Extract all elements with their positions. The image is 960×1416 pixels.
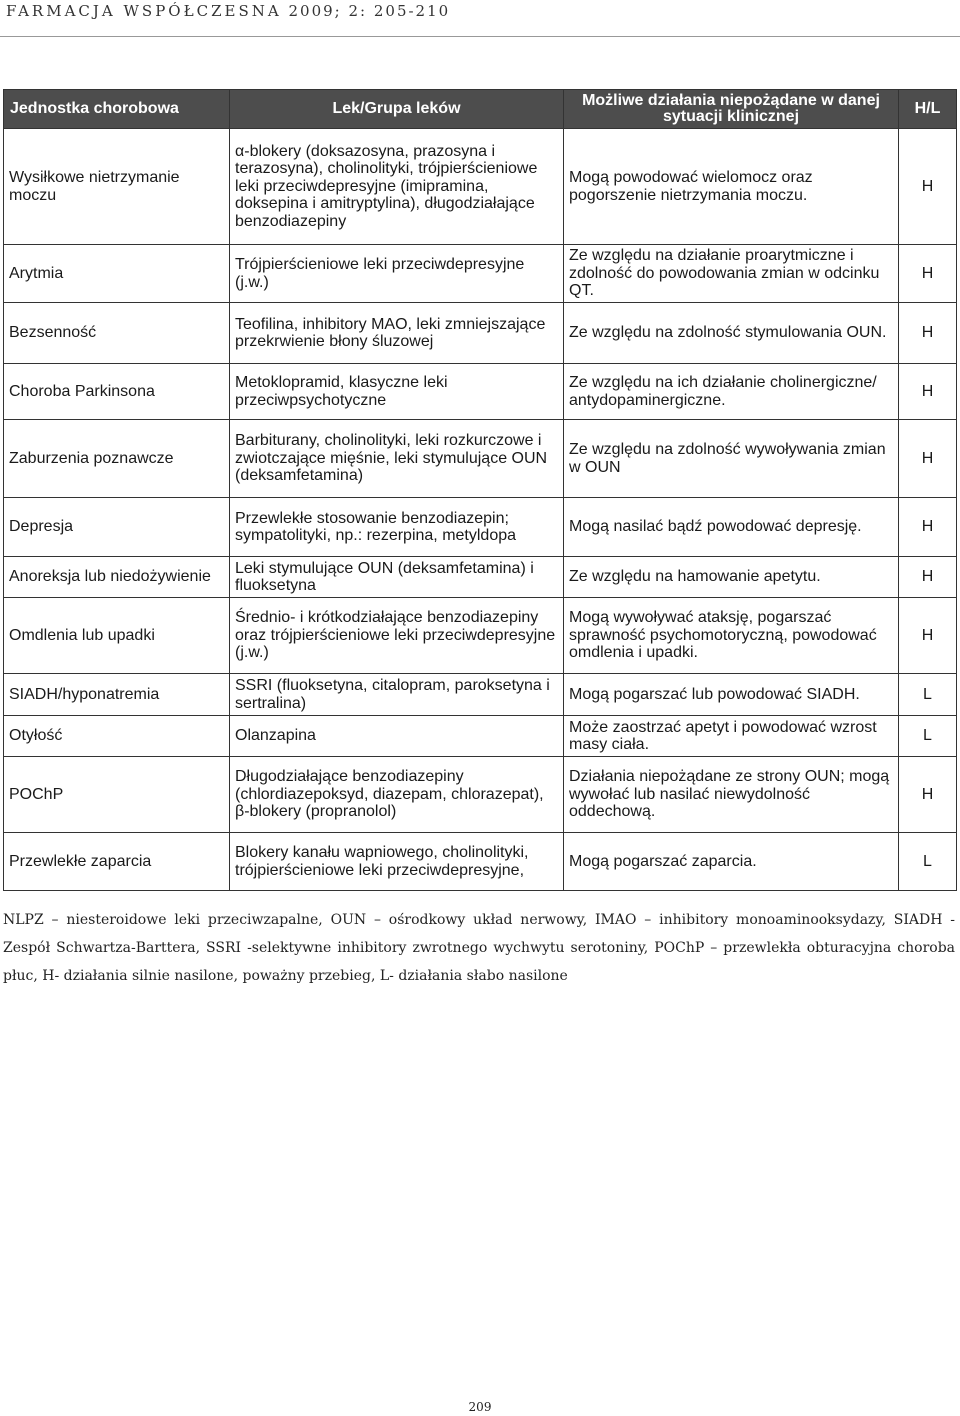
- column-header-drug: Lek/Grupa leków: [230, 90, 564, 129]
- cell-drug: Olanzapina: [230, 716, 564, 757]
- cell-effect: Ze względu na zdolność stymulowania OUN.: [564, 303, 899, 364]
- page-number: 209: [468, 1400, 492, 1414]
- cell-hl: H: [899, 245, 957, 303]
- cell-drug: Leki stymulujące OUN (deksamfetamina) i fluoksetyna: [230, 557, 564, 598]
- table-footnote: NLPZ – niesteroidowe leki przeciwzapalne, OUN – ośrodkowy układ nerwowy, IMAO – inhibitory monoaminooksydazy, SIADH - Zespół Schwartza-Barttera, SSRI -selektywne inhibitory zwrotnego wychwytu serotoniny, POChP – przewlekła obturacyjna choroba płuc, H- działania silnie nasilone, poważny przebieg, L- działania słabo nasilone: [3, 912, 955, 984]
- cell-effect: Mogą pogarszać lub powodować SIADH.: [564, 674, 899, 716]
- cell-effect: Mogą pogarszać zaparcia.: [564, 833, 899, 891]
- cell-effect: Mogą nasilać bądź powodować depresję.: [564, 498, 899, 557]
- running-header: [6, 2, 450, 20]
- column-header-disease: Jednostka chorobowa: [4, 90, 230, 129]
- column-header-hl: H/L: [899, 90, 957, 129]
- column-header-effect: Możliwe działania niepożądane w danej sytuacji klinicznej: [564, 90, 899, 129]
- cell-disease: Bezsenność: [4, 303, 230, 364]
- table-row: [4, 364, 957, 420]
- cell-hl: L: [899, 716, 957, 757]
- cell-hl: H: [899, 303, 957, 364]
- cell-hl: L: [899, 674, 957, 716]
- cell-disease: Omdlenia lub upadki: [4, 598, 230, 674]
- cell-drug: Średnio- i krótkodziałające benzodiazepiny oraz trójpierścieniowe leki przeciwdepresyjne (j.w.): [230, 598, 564, 674]
- table-row: [4, 598, 957, 674]
- cell-disease: POChP: [4, 757, 230, 833]
- cell-drug: Blokery kanału wapniowego, cholinolityki, trójpierścieniowe leki przeciwdepresyjne,: [230, 833, 564, 891]
- cell-disease: Wysiłkowe nietrzymanie moczu: [4, 129, 230, 245]
- cell-disease: Choroba Parkinsona: [4, 364, 230, 420]
- table-row: [4, 245, 957, 303]
- cell-drug: Barbiturany, cholinolityki, leki rozkurczowe i zwiotczające mięśnie, leki stymulujące OUN (deksamfetamina): [230, 420, 564, 498]
- cell-drug: α-blokery (doksazosyna, prazosyna i terazosyna), cholinolityki, trójpierścieniowe leki przeciwdepresyjne (imipramina, doksepina i amitryptylina), długodziałające benzodiazepiny: [230, 129, 564, 245]
- table-header-row: [4, 90, 957, 129]
- cell-effect: Może zaostrzać apetyt i powodować wzrost masy ciała.: [564, 716, 899, 757]
- adverse-effects-table: [3, 89, 957, 891]
- cell-disease: SIADH/hyponatremia: [4, 674, 230, 716]
- cell-effect: Mogą powodować wielomocz oraz pogorszenie nietrzymania moczu.: [564, 129, 899, 245]
- cell-hl: H: [899, 598, 957, 674]
- cell-hl: H: [899, 420, 957, 498]
- cell-effect: Ze względu na ich działanie cholinergiczne/ antydopaminergiczne.: [564, 364, 899, 420]
- cell-effect: Ze względu na hamowanie apetytu.: [564, 557, 899, 598]
- cell-drug: Długodziałające benzodiazepiny (chlordiazepoksyd, diazepam, chlorazepat), β-blokery (propranolol): [230, 757, 564, 833]
- table-row: [4, 757, 957, 833]
- cell-disease: Anoreksja lub niedożywienie: [4, 557, 230, 598]
- cell-effect: Ze względu na działanie proarytmiczne i zdolność do powodowania zmian w odcinku QT.: [564, 245, 899, 303]
- cell-disease: Zaburzenia poznawcze: [4, 420, 230, 498]
- cell-disease: Arytmia: [4, 245, 230, 303]
- cell-effect: Ze względu na zdolność wywoływania zmian w OUN: [564, 420, 899, 498]
- cell-hl: H: [899, 129, 957, 245]
- table-row: [4, 674, 957, 716]
- cell-hl: H: [899, 364, 957, 420]
- cell-hl: L: [899, 833, 957, 891]
- journal-title: FARMACJA WSPÓŁCZESNA: [6, 2, 282, 20]
- cell-drug: Teofilina, inhibitory MAO, leki zmniejszające przekrwienie błony śluzowej: [230, 303, 564, 364]
- cell-drug: Trójpierścieniowe leki przeciwdepresyjne (j.w.): [230, 245, 564, 303]
- table-row: [4, 498, 957, 557]
- journal-citation: 2009; 2: 205-210: [288, 2, 451, 20]
- cell-disease: Przewlekłe zaparcia: [4, 833, 230, 891]
- header-divider: [0, 36, 960, 37]
- table-row: [4, 833, 957, 891]
- cell-hl: H: [899, 757, 957, 833]
- table-row: [4, 303, 957, 364]
- table-row: [4, 557, 957, 598]
- cell-drug: Metoklopramid, klasyczne leki przeciwpsychotyczne: [230, 364, 564, 420]
- cell-hl: H: [899, 498, 957, 557]
- table-row: [4, 129, 957, 245]
- cell-drug: SSRI (fluoksetyna, citalopram, paroksetyna i sertralina): [230, 674, 564, 716]
- cell-disease: Otyłość: [4, 716, 230, 757]
- cell-hl: H: [899, 557, 957, 598]
- cell-effect: Mogą wywoływać ataksję, pogarszać sprawność psychomotoryczną, powodować omdlenia i upadki.: [564, 598, 899, 674]
- cell-disease: Depresja: [4, 498, 230, 557]
- table-row: [4, 716, 957, 757]
- table-row: [4, 420, 957, 498]
- cell-effect: Działania niepożądane ze strony OUN; mogą wywołać lub nasilać niewydolność oddechową.: [564, 757, 899, 833]
- cell-drug: Przewlekłe stosowanie benzodiazepin; sympatolityki, np.: rezerpina, metyldopa: [230, 498, 564, 557]
